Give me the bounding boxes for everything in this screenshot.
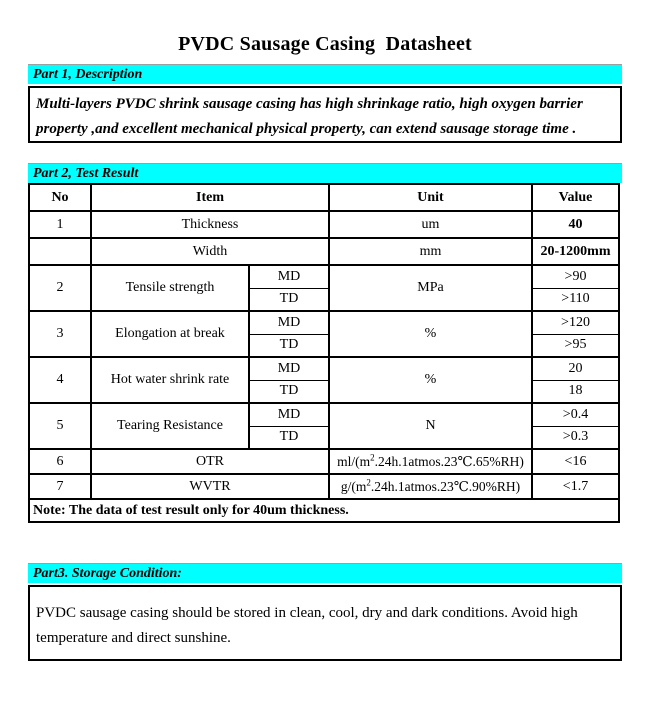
- col-no-header: No: [29, 184, 91, 211]
- table-cell-unit: [329, 449, 532, 474]
- table-cell-value: <16: [532, 449, 619, 474]
- table-row-width: [29, 238, 619, 265]
- table-cell-value: <1.7: [532, 474, 619, 499]
- table-cell-no: 7: [29, 474, 91, 499]
- col-unit-header: Unit: [329, 184, 532, 211]
- table-cell-value: 18: [532, 380, 619, 403]
- table-note-cell: Note: The data of test result only for 40um thickness.: [29, 499, 619, 522]
- table-cell-value: 20-1200mm: [532, 238, 619, 265]
- table-cell-no: 1: [29, 211, 91, 238]
- part1-header-bar: [28, 64, 622, 84]
- table-cell-item: OTR: [91, 449, 329, 474]
- table-cell-no: 6: [29, 449, 91, 474]
- table-cell-no: 2: [29, 265, 91, 311]
- table-cell-unit: N: [329, 403, 532, 449]
- table-cell-value: >120: [532, 311, 619, 334]
- table-row-tearing-md: [29, 403, 619, 426]
- table-cell-value: >90: [532, 265, 619, 288]
- table-row-tensile-md: [29, 265, 619, 288]
- page-title: PVDC Sausage Casing Datasheet: [178, 33, 472, 55]
- table-cell-unit: %: [329, 357, 532, 403]
- table-cell-value: >110: [532, 288, 619, 311]
- table-cell-item: Tensile strength: [91, 265, 249, 311]
- col-item-header: Item: [91, 184, 329, 211]
- table-cell-item: WVTR: [91, 474, 329, 499]
- table-cell-no: 4: [29, 357, 91, 403]
- table-cell-value: 20: [532, 357, 619, 380]
- part1-description-box: [28, 86, 622, 143]
- table-cell-direction: TD: [249, 288, 329, 311]
- table-row-otr: [29, 449, 619, 474]
- unit-prefix: ml/(m: [337, 453, 371, 469]
- table-cell-item: Tearing Resistance: [91, 403, 249, 449]
- table-cell-direction: TD: [249, 380, 329, 403]
- table-cell-value: >0.3: [532, 426, 619, 449]
- col-value-header: Value: [532, 184, 619, 211]
- table-row-shrink-md: [29, 357, 619, 380]
- table-cell-unit: mm: [329, 238, 532, 265]
- table-cell-no: 5: [29, 403, 91, 449]
- table-row-elongation-md: [29, 311, 619, 334]
- table-cell-unit: MPa: [329, 265, 532, 311]
- table-cell-unit: um: [329, 211, 532, 238]
- table-cell-item: Thickness: [91, 211, 329, 238]
- table-cell-value: >95: [532, 334, 619, 357]
- table-cell-direction: MD: [249, 403, 329, 426]
- table-cell-unit: [329, 474, 532, 499]
- table-cell-direction: MD: [249, 357, 329, 380]
- unit-prefix: g/(m: [340, 478, 367, 494]
- part2-header-label: Part 2, Test Result: [33, 166, 139, 181]
- table-row-wvtr: [29, 474, 619, 499]
- table-cell-direction: TD: [249, 334, 329, 357]
- table-cell-value: >0.4: [532, 403, 619, 426]
- part1-description-text: Multi-layers PVDC shrink sausage casing has high shrinkage ratio, high oxygen barrier property ,and excellent mechanical physical property, can extend sausage storage time .: [36, 96, 583, 137]
- part1-header-label: Part 1, Description: [33, 67, 143, 82]
- unit-superscript: 2: [366, 477, 371, 487]
- table-cell-direction: MD: [249, 265, 329, 288]
- table-cell-no: [29, 238, 91, 265]
- table-cell-no: 3: [29, 311, 91, 357]
- test-result-table: [28, 183, 620, 523]
- part3-storage-box: [28, 585, 622, 661]
- unit-superscript: 2: [370, 452, 375, 462]
- part3-header-bar: [28, 563, 622, 583]
- table-cell-item: Width: [91, 238, 329, 265]
- table-cell-value: 40: [532, 211, 619, 238]
- table-cell-direction: MD: [249, 311, 329, 334]
- unit-suffix: .24h.1atmos.23℃.90%RH): [370, 478, 521, 494]
- table-cell-direction: TD: [249, 426, 329, 449]
- part2-header-bar: [28, 163, 622, 183]
- table-note-row: [29, 499, 619, 522]
- table-cell-unit: %: [329, 311, 532, 357]
- table-cell-item: Elongation at break: [91, 311, 249, 357]
- part3-storage-text: PVDC sausage casing should be stored in clean, cool, dry and dark conditions. Avoid high temperature and direct sunshine.: [36, 605, 578, 646]
- unit-suffix: .24h.1atmos.23℃.65%RH): [374, 453, 524, 469]
- table-row-thickness: [29, 211, 619, 238]
- part3-header-label: Part3. Storage Condition:: [33, 566, 182, 581]
- table-header-row: [29, 184, 619, 211]
- table-cell-item: Hot water shrink rate: [91, 357, 249, 403]
